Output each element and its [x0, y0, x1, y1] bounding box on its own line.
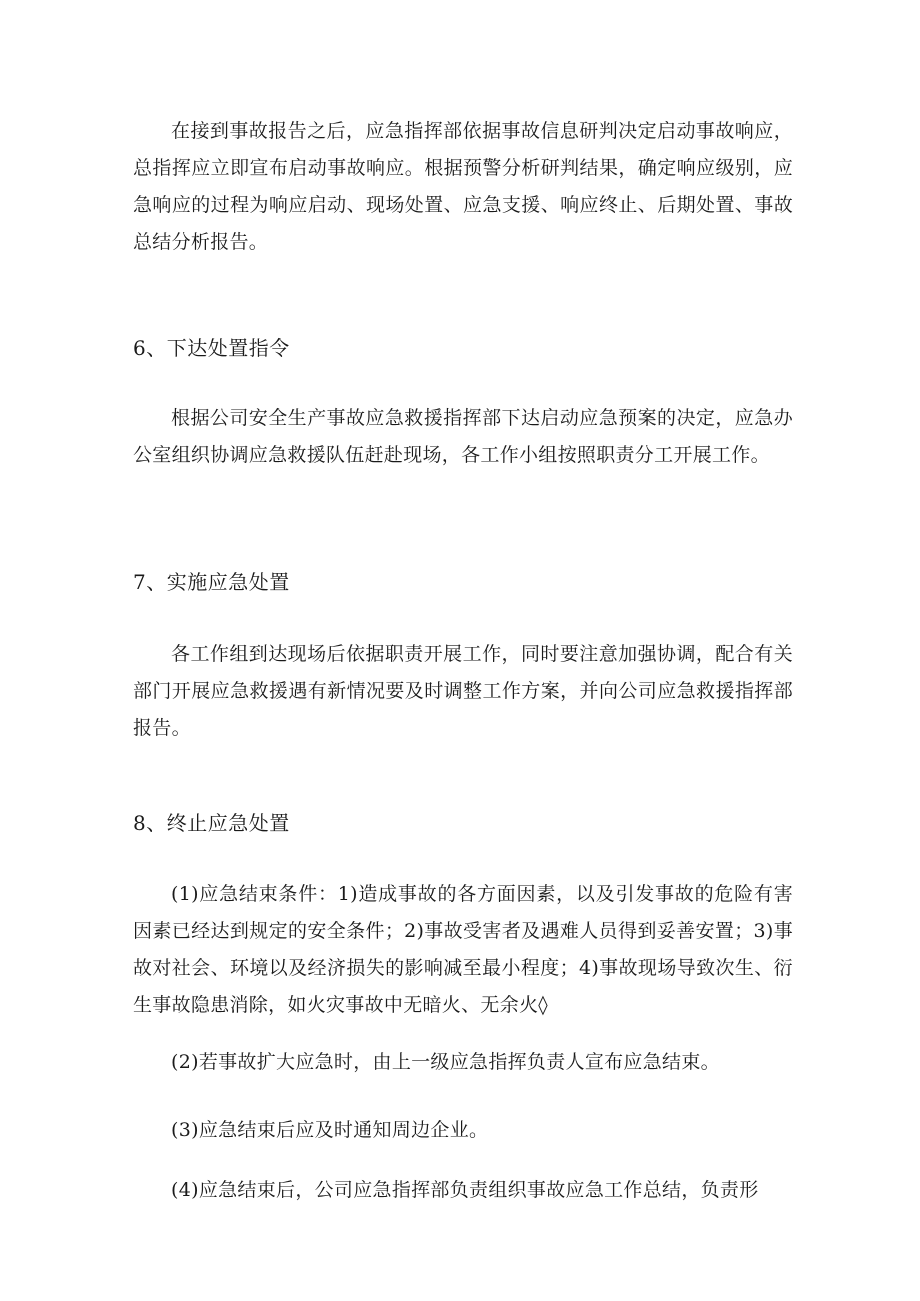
paragraph-issue-instructions: 根据公司安全生产事故应急救援指挥部下达启动应急预案的决定，应急办公室组织协调应急救援队伍赶赴现场，各工作小组按照职责分工开展工作。 — [133, 407, 793, 466]
heading-section-8: 8、终止应急处置 — [133, 811, 290, 835]
heading-section-6: 6、下达处置指令 — [133, 336, 290, 360]
paragraph-implement-response: 各工作组到达现场后依据职责开展工作，同时要注意加强协调，配合有关部门开展应急救援遇有新情况要及时调整工作方案，并向公司应急救援指挥部报告。 — [133, 643, 793, 739]
list-item-end-conditions: (1)应急结束条件：1)造成事故的各方面因素，以及引发事故的危险有害因素已经达到规定的安全条件；2)事故受害者及遇难人员得到妥善安置；3)事故对社会、环境以及经济损失的影响减至最小程度；4)事故现场导致次生、衍生事故隐患消除，如火灾事故中无暗火、无余火◊ — [133, 883, 793, 1016]
heading-section-7: 7、实施应急处置 — [133, 570, 290, 594]
paragraph-response-start: 在接到事故报告之后，应急指挥部依据事故信息研判决定启动事故响应，总指挥应立即宣布启动事故响应。根据预警分析研判结果，确定响应级别，应急响应的过程为响应启动、现场处置、应急支援、响应终止、后期处置、事故总结分析报告。 — [133, 120, 793, 253]
list-item-notify-neighbors: (3)应急结束后应及时通知周边企业。 — [171, 1119, 489, 1141]
list-item-summary: (4)应急结束后，公司应急指挥部负责组织事故应急工作总结，负责形 — [171, 1179, 759, 1201]
list-item-escalation: (2)若事故扩大应急时，由上一级应急指挥负责人宣布应急结束。 — [171, 1051, 720, 1073]
